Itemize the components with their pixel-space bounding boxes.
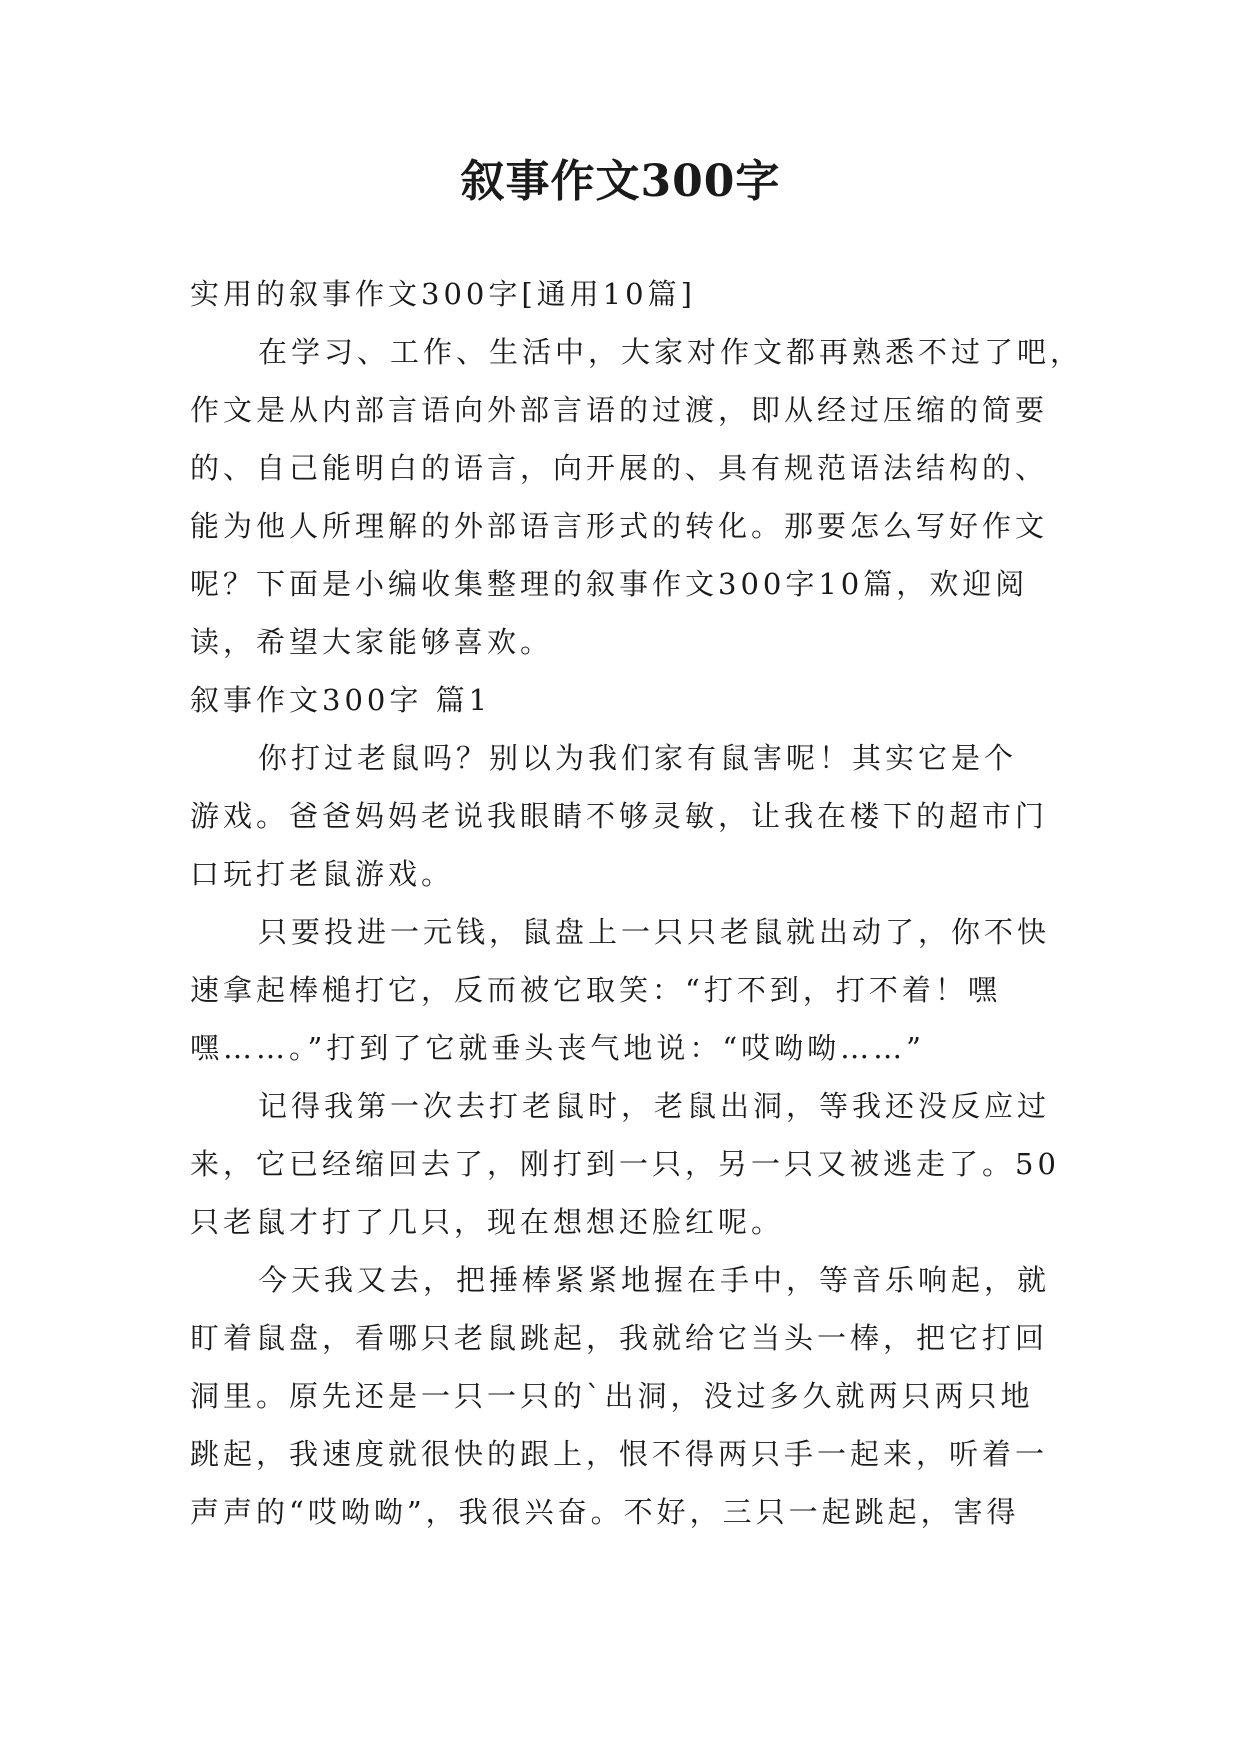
text-line: 只要投进一元钱，鼠盘上一只只老鼠就出动了，你不快 <box>258 915 1051 949</box>
text-line: 盯着鼠盘，看哪只老鼠跳起，我就给它当头一棒，把它打回 <box>190 1321 1049 1355</box>
text-line: 嘿……。”打到了它就垂头丧气地说：“哎呦呦……” <box>190 1031 925 1065</box>
text-line: 游戏。爸爸妈妈老说我眼睛不够灵敏，让我在楼下的超市门 <box>190 799 1049 833</box>
text-line: 洞里。原先还是一只一只的`出洞，没过多久就两只两只地 <box>190 1379 1034 1413</box>
text-line: 你打过老鼠吗？别以为我们家有鼠害呢！其实它是个 <box>258 741 1018 775</box>
text-line: 跳起，我速度就很快的跟上，恨不得两只手一起来，听着一 <box>190 1437 1049 1471</box>
page-title: 叙事作文300字 <box>460 156 781 207</box>
text-line: 实用的叙事作文300字[通用10篇] <box>190 277 696 311</box>
text-line: 作文是从内部言语向外部言语的过渡，即从经过压缩的简要 <box>190 393 1049 427</box>
text-line: 声声的“哎呦呦”，我很兴奋。不好，三只一起跳起，害得 <box>190 1495 1020 1529</box>
text-line: 记得我第一次去打老鼠时，老鼠出洞，等我还没反应过 <box>258 1089 1051 1123</box>
text-line: 在学习、工作、生活中，大家对作文都再熟悉不过了吧， <box>258 335 1084 369</box>
text-line: 只老鼠才打了几只，现在想想还脸红呢。 <box>190 1205 785 1239</box>
text-line: 叙事作文300字 篇1 <box>190 683 492 717</box>
text-line: 能为他人所理解的外部语言形式的转化。那要怎么写好作文 <box>190 509 1049 543</box>
text-line: 口玩打老鼠游戏。 <box>190 857 455 891</box>
text-line: 的、自己能明白的语言，向开展的、具有规范语法结构的、 <box>190 451 1049 485</box>
text-line: 呢？下面是小编收集整理的叙事作文300字10篇，欢迎阅 <box>190 567 1029 601</box>
text-line: 速拿起棒槌打它，反而被它取笑：“打不到，打不着！嘿 <box>190 973 1001 1007</box>
text-line: 来，它已经缩回去了，刚打到一只，另一只又被逃走了。50 <box>190 1147 1060 1181</box>
document-body <box>190 265 1084 1541</box>
text-line: 今天我又去，把捶棒紧紧地握在手中，等音乐响起，就 <box>258 1263 1051 1297</box>
text-line: 读，希望大家能够喜欢。 <box>190 625 554 659</box>
